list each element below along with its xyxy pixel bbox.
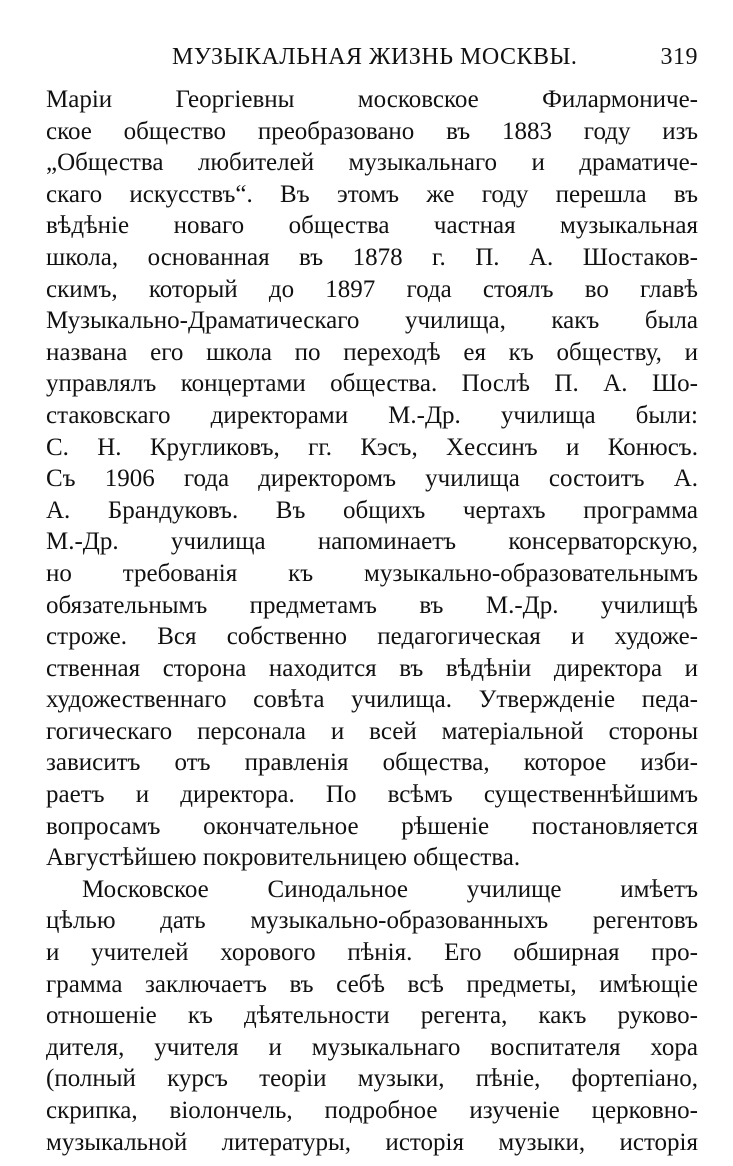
text-line: (полный курсъ теоріи музыки, пѣніе, фортепіано, xyxy=(46,1065,698,1093)
text-line: Маріи Георгіевны московское Филармониче- xyxy=(46,86,698,113)
page-number: 319 xyxy=(660,44,698,70)
running-title: МУЗЫКАЛЬНАЯ ЖИЗНЬ МОСКВЫ. xyxy=(172,44,578,70)
text-line: но требованія къ музыкально-образовательнымъ xyxy=(46,559,698,587)
text-line: школа, основанная въ 1878 г. П. А. Шостаков- xyxy=(46,243,698,271)
text-line: А. Брандуковъ. Въ общихъ чертахъ программа xyxy=(46,496,698,524)
body-text xyxy=(46,84,698,1158)
running-header xyxy=(46,40,698,74)
text-line: дителя, учителя и музыкальнаго воспитателя хора xyxy=(46,1033,698,1061)
text-line: названа его школа по переходѣ ея къ обществу, и xyxy=(46,338,698,366)
text-line: скрипка, віолончель, подробное изученіе церковно- xyxy=(46,1097,698,1124)
text-line: М.-Др. училища напоминаетъ консерваторскую, xyxy=(46,528,698,556)
text-line: скимъ, который до 1897 года стоялъ во главѣ xyxy=(46,275,698,303)
text-line: ское общество преобразовано въ 1883 году изъ xyxy=(46,117,698,145)
text-line: зависитъ отъ правленія общества, которое изби- xyxy=(46,749,698,777)
text-line: художественнаго совѣта училища. Утвержденіе педа- xyxy=(46,686,698,714)
paragraph-synodal-school xyxy=(46,874,698,1158)
text-line: цѣлью дать музыкально-образованныхъ регентовъ xyxy=(46,907,698,935)
text-line: Августѣйшею покровительницею общества. xyxy=(46,844,521,872)
text-line: скаго искусствъ“. Въ этомъ же году перешла въ xyxy=(46,180,698,208)
text-line: гогическаго персонала и всей матеріальной стороны xyxy=(46,717,698,745)
text-line: „Общества любителей музыкальнаго и драматиче- xyxy=(46,149,698,177)
text-line: музыкальной литературы, исторія музыки, исторія xyxy=(46,1128,698,1156)
text-line: стаковскаго директорами М.-Др. училища были: xyxy=(46,401,698,429)
text-line: отношеніе къ дѣятельности регента, какъ руково- xyxy=(46,1002,698,1030)
text-line: вѣдѣніе новаго общества частная музыкальная xyxy=(46,212,698,240)
text-line: Съ 1906 года директоромъ училища состоитъ А. xyxy=(46,465,698,493)
text-line: грамма заключаетъ въ себѣ всѣ предметы, имѣющіе xyxy=(46,970,698,998)
text-line: С. Н. Кругликовъ, гг. Кэсъ, Хессинъ и Конюсъ. xyxy=(46,433,698,461)
text-line: раетъ и директора. По всѣмъ существеннѣйшимъ xyxy=(46,781,698,809)
text-line: строже. Вся собственно педагогическая и художе- xyxy=(46,623,698,651)
text-line: управлялъ концертами общества. Послѣ П. А. Шо- xyxy=(46,370,698,398)
text-line: обязательнымъ предметамъ въ М.-Др. училищѣ xyxy=(46,591,698,619)
text-line: Музыкально-Драматическаго училища, какъ была xyxy=(46,307,698,335)
text-line: ственная сторона находится въ вѣдѣніи директора и xyxy=(46,654,698,682)
text-line: вопросамъ окончательное рѣшеніе постановляется xyxy=(46,812,698,840)
paragraph-philharmonic xyxy=(46,84,698,874)
text-line: и учителей хорового пѣнія. Его обширная про- xyxy=(46,939,698,967)
text-line: Московское Синодальное училище имѣетъ xyxy=(82,875,698,903)
